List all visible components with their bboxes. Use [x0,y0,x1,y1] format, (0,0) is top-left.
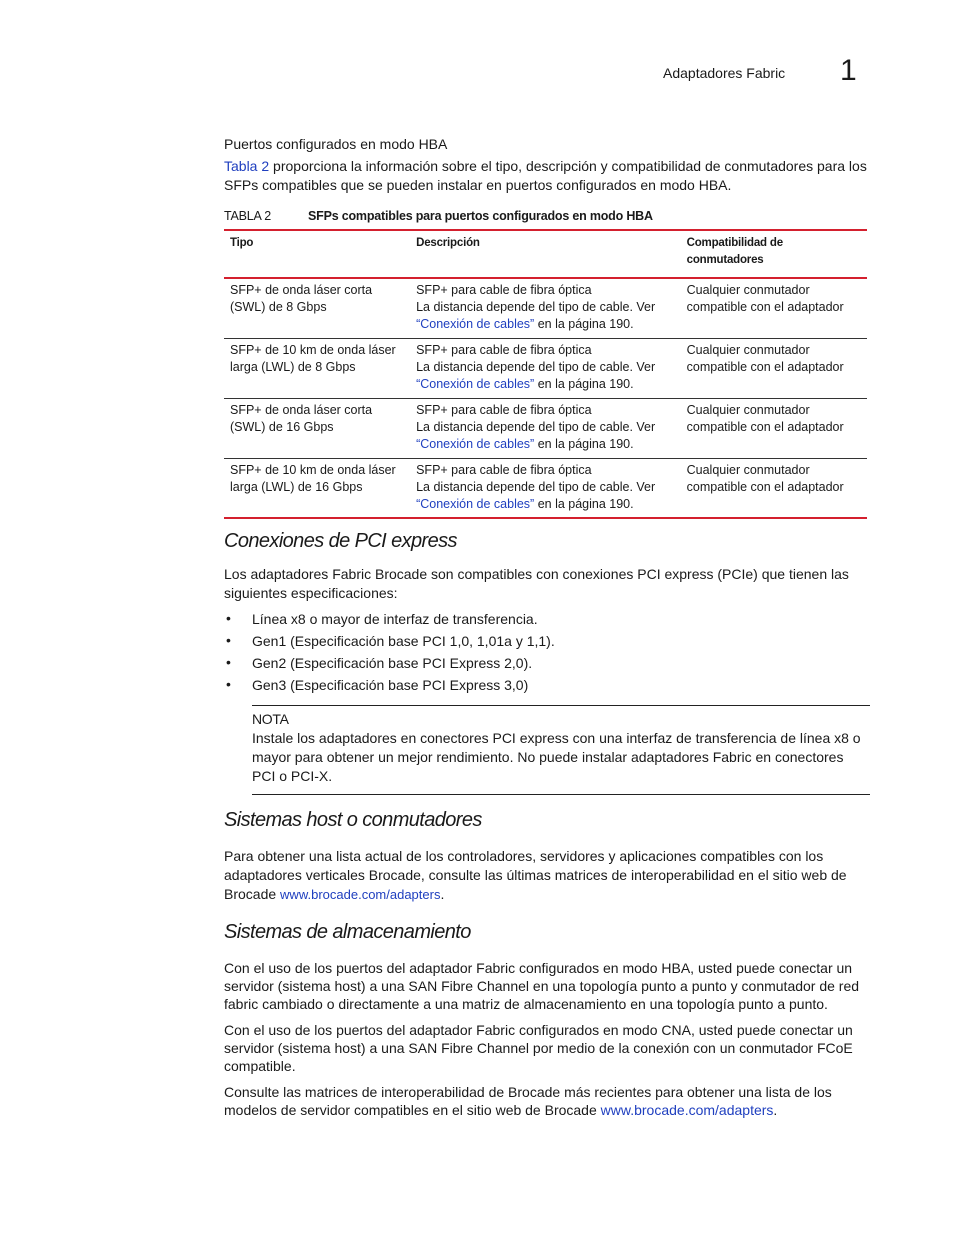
bullet-icon: • [226,632,231,648]
table-caption-text: SFPs compatibles para puertos configurados en modo HBA [308,209,653,223]
table-row [224,458,867,518]
host-text: Para obtener una lista actual de los controladores, servidores y aplicaciones compatibles con los adaptadores verticales Brocade, consulte las últimas matrices de interoperabilidad en el sitio web de Brocade [224,848,847,902]
table-row [224,398,867,458]
list-item-text: Gen1 (Especificación base PCI 1,0, 1,01a y 1,1). [252,633,555,649]
table-caption [224,209,653,223]
storage-p3-tail: . [773,1102,778,1118]
desc-ref [416,376,675,393]
desc-line: SFP+ para cable de fibra óptica [416,342,592,357]
cell-compat: Cualquier conmutador compatible con el adaptador [686,283,844,314]
running-header-title: Adaptadores Fabric [663,65,786,81]
desc-ref [416,496,675,513]
table-2-link[interactable]: Tabla 2 [224,158,270,174]
table-label: TABLA 2 [224,209,272,223]
list-item [224,677,555,699]
desc-tail: en la página 190. [534,317,634,331]
chapter-number: 1 [840,54,857,87]
cell-tipo: SFP+ de onda láser corta (SWL) de 8 Gbps [230,283,373,314]
brocade-adapters-link[interactable]: www.brocade.com/adapters [280,887,441,902]
table-row [224,338,867,398]
list-item [224,611,555,633]
heading-host-systems: Sistemas host o conmutadores [224,809,482,831]
desc-tail: en la página 190. [534,496,634,511]
header-tipo: Tipo [230,237,254,249]
sfp-table [224,229,867,519]
table-row [224,278,867,338]
pci-spec-list [224,611,555,699]
conexion-cables-link[interactable]: “Conexión de cables” [416,317,535,331]
conexion-cables-link[interactable]: “Conexión de cables” [416,436,535,451]
bullet-icon: • [226,676,231,692]
header-compatibilidad: Compatibilidad de conmutadores [686,237,783,266]
brocade-adapters-link[interactable]: www.brocade.com/adapters [600,1102,774,1118]
bullet-icon: • [226,610,231,626]
intro-text: proporciona la información sobre el tipo, descripción y compatibilidad de conmutadores para los SFPs compatibles que se pueden instalar en puertos configurados en modo HBA. [224,158,867,193]
pci-intro-paragraph: Los adaptadores Fabric Brocade son compatibles con conexiones PCI express (PCIe) que tienen las siguientes especificaciones: [224,566,849,601]
desc-line: La distancia depende del tipo de cable. Ver [416,300,656,314]
cell-descripcion [410,398,681,458]
desc-tail: en la página 190. [534,436,634,451]
bullet-icon: • [226,654,231,670]
list-item-text: Gen2 (Especificación base PCI Express 2,0). [252,655,533,671]
note-box [252,705,870,795]
cell-descripcion [410,458,681,518]
list-item [224,655,555,677]
desc-line: SFP+ para cable de fibra óptica [416,462,592,477]
cell-compat: Cualquier conmutador compatible con el adaptador [686,462,844,494]
list-item-text: Gen3 (Especificación base PCI Express 3,0) [252,677,529,693]
desc-tail: en la página 190. [534,376,634,391]
storage-paragraph-2: Con el uso de los puertos del adaptador Fabric configurados en modo CNA, usted puede conectar un servidor (sistema host) a una SAN Fibre Channel por medio de la conexión con un conmutador FCoE compatible. [224,1022,853,1074]
note-label: NOTA [252,711,289,727]
conexion-cables-link[interactable]: “Conexión de cables” [416,376,535,391]
desc-line: La distancia depende del tipo de cable. Ver [416,479,656,494]
desc-ref [416,316,675,333]
list-item-text: Línea x8 o mayor de interfaz de transferencia. [252,611,538,627]
storage-paragraph-1: Con el uso de los puertos del adaptador Fabric configurados en modo HBA, usted puede conectar un servidor (sistema host) a una SAN Fibre Channel en una topología punto a punto y conmutador de red fabric cambiado o directamente a una matriz de almacenamiento en una topología punto a punto. [224,960,860,1012]
conexion-cables-link[interactable]: “Conexión de cables” [416,496,535,511]
cell-tipo: SFP+ de 10 km de onda láser larga (LWL) de 8 Gbps [230,342,396,374]
list-item [224,633,555,655]
host-tail: . [440,886,445,902]
desc-line: La distancia depende del tipo de cable. Ver [416,419,656,434]
desc-line: La distancia depende del tipo de cable. Ver [416,359,656,374]
cell-tipo: SFP+ de onda láser corta (SWL) de 16 Gbps [230,402,373,434]
cell-descripcion [410,278,681,338]
cell-descripcion [410,338,681,398]
table-header-row [224,230,867,278]
desc-line: SFP+ para cable de fibra óptica [416,283,592,297]
storage-paragraph-3 [224,1083,874,1119]
desc-ref [416,436,675,453]
note-text: Instale los adaptadores en conectores PCI express con una interfaz de transferencia de línea x8 o mayor para obtener un mejor rendimiento. No puede instalar adaptadores Fabric en conectores PCI o PCI-X. [252,730,861,784]
storage-p3-text: Consulte las matrices de interoperabilidad de Brocade más recientes para obtener una lista de los modelos de servidor compatibles en el sitio web de Brocade [224,1084,832,1118]
host-paragraph [224,847,874,904]
desc-line: SFP+ para cable de fibra óptica [416,402,592,417]
subheading-hba-ports: Puertos configurados en modo HBA [224,136,448,152]
header-descripcion: Descripción [416,237,480,249]
heading-pci-express: Conexiones de PCI express [224,530,457,552]
cell-compat: Cualquier conmutador compatible con el adaptador [686,342,844,374]
cell-tipo: SFP+ de 10 km de onda láser larga (LWL) de 16 Gbps [230,462,396,494]
heading-storage-systems: Sistemas de almacenamiento [224,921,471,943]
cell-compat: Cualquier conmutador compatible con el adaptador [686,402,844,434]
intro-paragraph [224,157,874,195]
